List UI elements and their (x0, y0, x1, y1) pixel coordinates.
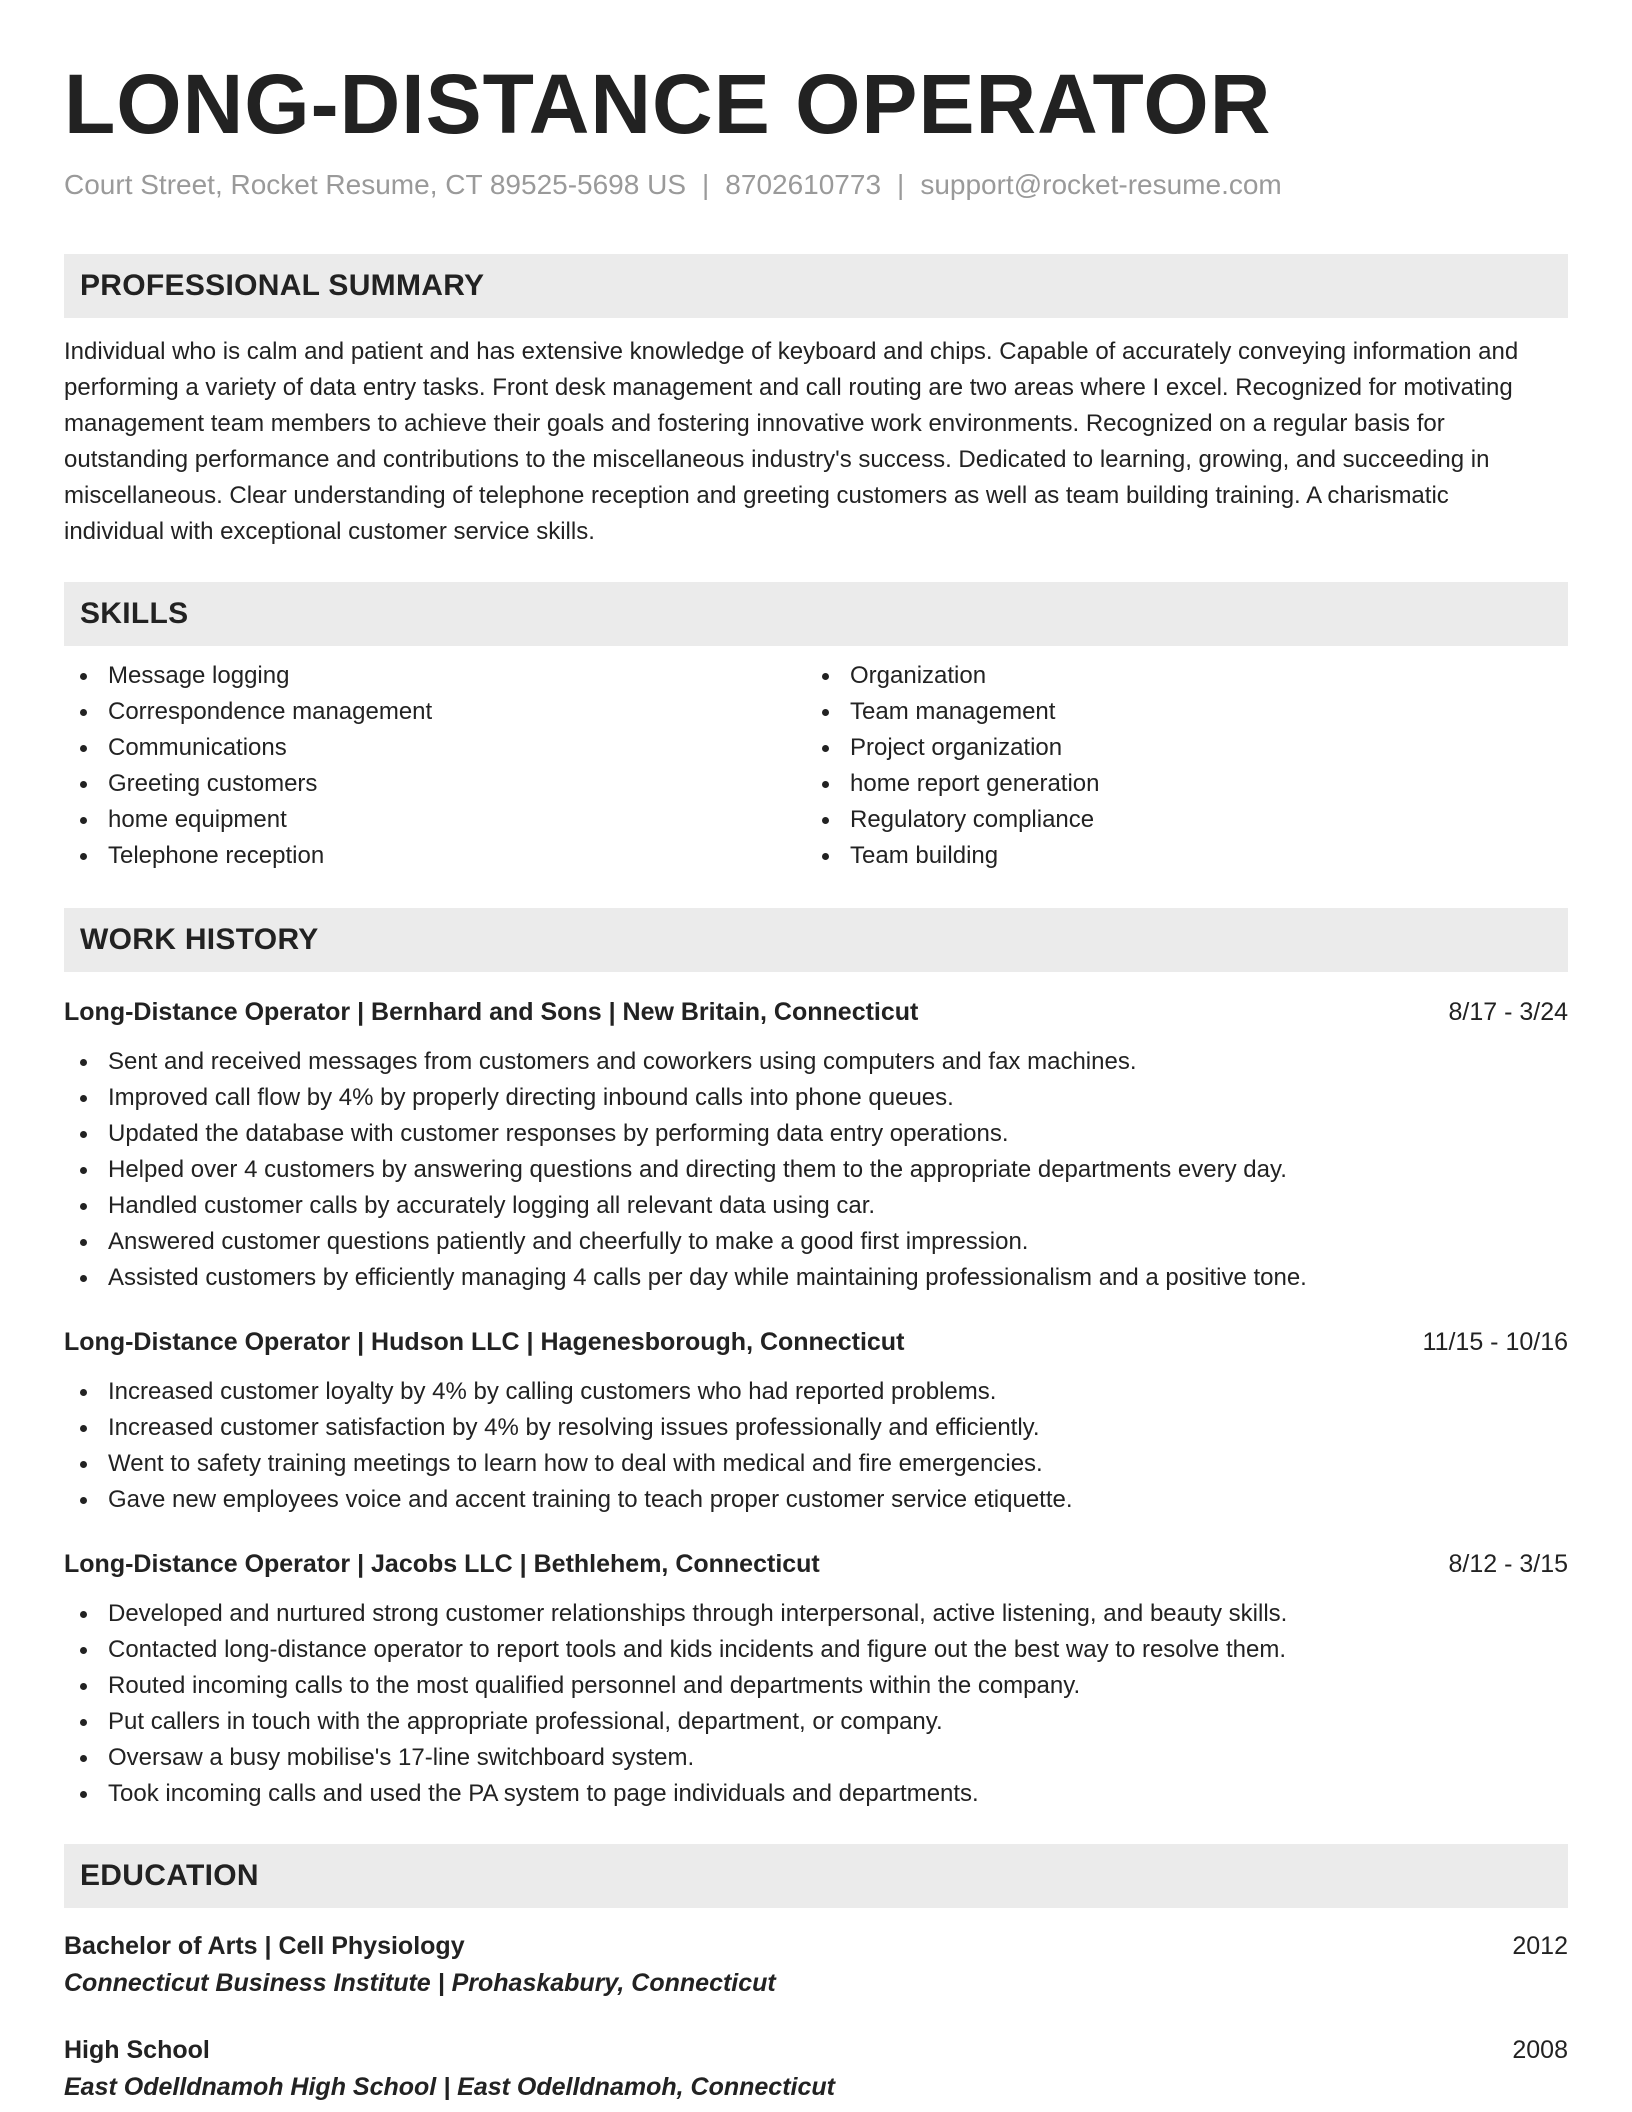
skill-item: Telephone reception (64, 838, 806, 874)
skills-heading: SKILLS (80, 597, 189, 630)
job-title: Long-Distance Operator | Jacobs LLC | Bethlehem, Connecticut (64, 1550, 820, 1578)
job-title: Long-Distance Operator | Hudson LLC | Hagenesborough, Connecticut (64, 1328, 905, 1356)
education-degree: Bachelor of Arts | Cell Physiology (64, 1932, 465, 1960)
contact-phone: 8702610773 (725, 169, 882, 200)
job-entry (64, 1324, 1568, 1518)
skill-item: Communications (64, 730, 806, 766)
education-header (64, 2032, 1568, 2068)
job-bullet: Put callers in touch with the appropriate professional, department, or company. (64, 1704, 1568, 1740)
job-bullet: Routed incoming calls to the most qualified personnel and departments within the company. (64, 1668, 1568, 1704)
job-bullet: Oversaw a busy mobilise's 17-line switchboard system. (64, 1740, 1568, 1776)
job-bullet: Increased customer satisfaction by 4% by resolving issues professionally and efficiently. (64, 1410, 1568, 1446)
education-year: 2012 (1512, 1932, 1568, 1960)
contact-address: Court Street, Rocket Resume, CT 89525-5698 US (64, 169, 687, 200)
job-bullet: Answered customer questions patiently and cheerfully to make a good first impression. (64, 1224, 1568, 1260)
job-bullet: Assisted customers by efficiently managing 4 calls per day while maintaining professionalism and a positive tone. (64, 1260, 1568, 1296)
skills-column-left (64, 658, 806, 874)
job-bullet: Sent and received messages from customers and coworkers using computers and fax machines. (64, 1044, 1568, 1080)
education-school: Connecticut Business Institute | Prohaskabury, Connecticut (64, 1969, 776, 1997)
job-bullet: Gave new employees voice and accent training to teach proper customer service etiquette. (64, 1482, 1568, 1518)
skills-column-right (806, 658, 1548, 874)
skill-item: Regulatory compliance (806, 802, 1548, 838)
job-entry (64, 1546, 1568, 1812)
skill-item: Project organization (806, 730, 1548, 766)
skill-item: Organization (806, 658, 1548, 694)
education-entry (64, 1928, 1568, 2002)
work-section-header (64, 908, 1568, 972)
skills-list (64, 658, 1568, 874)
job-bullet: Updated the database with customer responses by performing data entry operations. (64, 1116, 1568, 1152)
skill-item: Team management (806, 694, 1548, 730)
contact-line (64, 168, 1568, 202)
skill-item: Correspondence management (64, 694, 806, 730)
job-header (64, 1546, 1568, 1582)
job-title: Long-Distance Operator | Bernhard and Sons | New Britain, Connecticut (64, 998, 919, 1026)
skill-item: Team building (806, 838, 1548, 874)
contact-separator: | (897, 169, 905, 200)
job-bullet: Handled customer calls by accurately logging all relevant data using car. (64, 1188, 1568, 1224)
job-bullets (64, 1044, 1568, 1296)
job-dates: 11/15 - 10/16 (1422, 1328, 1568, 1356)
job-dates: 8/12 - 3/15 (1448, 1550, 1568, 1578)
skills-section-header (64, 582, 1568, 646)
job-bullet: Improved call flow by 4% by properly directing inbound calls into phone queues. (64, 1080, 1568, 1116)
education-entry (64, 2032, 1568, 2106)
summary-text: Individual who is calm and patient and has extensive knowledge of keyboard and chips. Capable of accurately conveying information and performing a variety of data entry tasks. Front desk management and call routing are two areas where I excel. Recognized for motivating management team members to achieve their goals and fostering innovative work environments. Recognized on a regular basis for outstanding performance and contributions to the miscellaneous industry's success. Dedicated to learning, growing, and succeeding in miscellaneous. Clear understanding of telephone reception and greeting customers as well as team building training. A charismatic individual with exceptional customer service skills. (64, 338, 1519, 545)
summary-section-header (64, 254, 1568, 318)
skill-item: home report generation (806, 766, 1548, 802)
job-header (64, 994, 1568, 1030)
job-dates: 8/17 - 3/24 (1448, 998, 1568, 1026)
summary-heading: PROFESSIONAL SUMMARY (80, 269, 485, 302)
education-degree: High School (64, 2036, 210, 2064)
job-header (64, 1324, 1568, 1360)
candidate-name: LONG-DISTANCE OPERATOR (64, 57, 1272, 151)
job-bullet: Developed and nurtured strong customer relationships through interpersonal, active listening, and beauty skills. (64, 1596, 1568, 1632)
job-bullet: Increased customer loyalty by 4% by calling customers who had reported problems. (64, 1374, 1568, 1410)
job-bullets (64, 1374, 1568, 1518)
education-year: 2008 (1512, 2036, 1568, 2064)
job-bullets (64, 1596, 1568, 1812)
skill-item: Greeting customers (64, 766, 806, 802)
job-bullet: Helped over 4 customers by answering questions and directing them to the appropriate departments every day. (64, 1152, 1568, 1188)
education-header (64, 1928, 1568, 1964)
job-entry (64, 994, 1568, 1296)
job-bullet: Contacted long-distance operator to report tools and kids incidents and figure out the best way to resolve them. (64, 1632, 1568, 1668)
job-bullet: Took incoming calls and used the PA system to page individuals and departments. (64, 1776, 1568, 1812)
contact-separator: | (702, 169, 710, 200)
skill-item: Message logging (64, 658, 806, 694)
education-heading: EDUCATION (80, 1859, 259, 1892)
education-section-header (64, 1844, 1568, 1908)
skill-item: home equipment (64, 802, 806, 838)
contact-email: support@rocket-resume.com (920, 169, 1282, 200)
job-bullet: Went to safety training meetings to learn how to deal with medical and fire emergencies. (64, 1446, 1568, 1482)
work-heading: WORK HISTORY (80, 923, 319, 956)
education-school: East Odelldnamoh High School | East Odelldnamoh, Connecticut (64, 2073, 835, 2101)
